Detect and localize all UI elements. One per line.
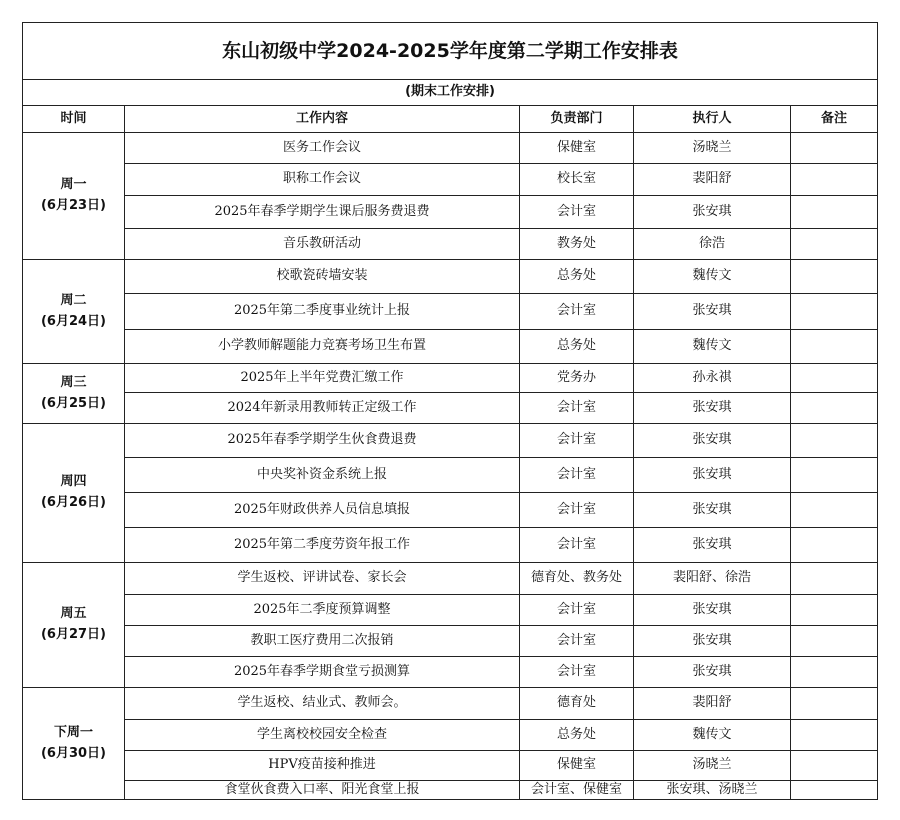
day-date: (6月24日) (40, 313, 107, 329)
note-cell (791, 229, 878, 260)
note-cell (791, 595, 878, 626)
header-dept: 负责部门 (520, 106, 634, 133)
executor-cell: 张安琪 (634, 196, 791, 229)
department-cell: 总务处 (520, 330, 634, 364)
day-cell (23, 364, 125, 424)
department-cell: 保健室 (520, 133, 634, 164)
day-label: 周五 (60, 606, 87, 622)
subtitle-row (23, 80, 878, 106)
note-cell (791, 781, 878, 800)
executor-cell: 魏传文 (634, 260, 791, 294)
task-content-cell: 学生返校、结业式、教师会。 (125, 688, 520, 720)
table-row (23, 260, 878, 294)
task-content-cell: 2025年春季学期食堂亏损测算 (125, 657, 520, 688)
department-cell: 会计室 (520, 528, 634, 563)
note-cell (791, 626, 878, 657)
executor-cell: 张安琪 (634, 493, 791, 528)
task-content-cell: 2025年二季度预算调整 (125, 595, 520, 626)
note-cell (791, 688, 878, 720)
executor-cell: 张安琪 (634, 424, 791, 458)
executor-cell: 张安琪、汤晓兰 (634, 781, 791, 800)
executor-cell: 张安琪 (634, 294, 791, 330)
executor-cell: 张安琪 (634, 528, 791, 563)
table-row (23, 330, 878, 364)
note-cell (791, 164, 878, 196)
day-date: (6月27日) (40, 627, 107, 642)
day-label: 周四 (60, 474, 87, 490)
department-cell: 会计室、保健室 (520, 781, 634, 800)
header-row (23, 106, 878, 133)
note-cell (791, 196, 878, 229)
task-content-cell: 2025年上半年党费汇缴工作 (125, 364, 520, 393)
executor-cell: 魏传文 (634, 330, 791, 364)
department-cell: 会计室 (520, 657, 634, 688)
note-cell (791, 458, 878, 493)
task-content-cell: 小学教师解题能力竞赛考场卫生布置 (125, 330, 520, 364)
note-cell (791, 133, 878, 164)
table-row (23, 493, 878, 528)
table-row (23, 528, 878, 563)
department-cell: 会计室 (520, 458, 634, 493)
executor-cell: 张安琪 (634, 458, 791, 493)
task-content-cell: 2024年新录用教师转正定级工作 (125, 393, 520, 424)
executor-cell: 孙永祺 (634, 364, 791, 393)
department-cell: 会计室 (520, 393, 634, 424)
table-row (23, 164, 878, 196)
day-date: (6月25日) (40, 395, 107, 411)
day-cell (23, 133, 125, 260)
task-content-cell: HPV疫苗接种推进 (125, 751, 520, 781)
executor-cell: 汤晓兰 (634, 751, 791, 781)
day-label: 周二 (60, 292, 87, 308)
table-row (23, 626, 878, 657)
department-cell: 会计室 (520, 595, 634, 626)
table-row (23, 688, 878, 720)
executor-cell: 徐浩 (634, 229, 791, 260)
note-cell (791, 424, 878, 458)
task-content-cell: 2025年第二季度事业统计上报 (125, 294, 520, 330)
note-cell (791, 393, 878, 424)
department-cell: 总务处 (520, 720, 634, 751)
task-content-cell: 2025年春季学期学生伙食费退费 (125, 424, 520, 458)
department-cell: 会计室 (520, 196, 634, 229)
department-cell: 德育处、教务处 (520, 563, 634, 595)
table-title: 东山初级中学2024-2025学年度第二学期工作安排表 (23, 23, 878, 80)
note-cell (791, 493, 878, 528)
executor-cell: 张安琪 (634, 393, 791, 424)
note-cell (791, 364, 878, 393)
day-label: 周一 (60, 177, 87, 193)
department-cell: 会计室 (520, 294, 634, 330)
note-cell (791, 260, 878, 294)
task-content-cell: 2025年第二季度劳资年报工作 (125, 528, 520, 563)
task-content-cell: 食堂伙食费入口率、阳光食堂上报 (125, 781, 520, 800)
table-row (23, 424, 878, 458)
executor-cell: 魏传文 (634, 720, 791, 751)
table-row (23, 720, 878, 751)
table-subtitle: (期末工作安排) (23, 80, 878, 106)
note-cell (791, 563, 878, 595)
task-content-cell: 2025年春季学期学生课后服务费退费 (125, 196, 520, 229)
task-content-cell: 校歌瓷砖墙安装 (125, 260, 520, 294)
executor-cell: 裴阳舒 (634, 164, 791, 196)
note-cell (791, 330, 878, 364)
day-label: 周三 (60, 374, 87, 390)
task-content-cell: 医务工作会议 (125, 133, 520, 164)
department-cell: 教务处 (520, 229, 634, 260)
executor-cell: 张安琪 (634, 595, 791, 626)
table-row (23, 196, 878, 229)
task-content-cell: 音乐教研活动 (125, 229, 520, 260)
day-cell (23, 260, 125, 364)
table-row (23, 751, 878, 781)
table-row (23, 595, 878, 626)
department-cell: 会计室 (520, 626, 634, 657)
note-cell (791, 657, 878, 688)
executor-cell: 裴阳舒、徐浩 (634, 563, 791, 595)
day-date: (6月23日) (40, 198, 107, 213)
table-row (23, 657, 878, 688)
department-cell: 会计室 (520, 493, 634, 528)
task-content-cell: 教职工医疗费用二次报销 (125, 626, 520, 657)
table-row (23, 294, 878, 330)
table-row (23, 563, 878, 595)
task-content-cell: 2025年财政供养人员信息填报 (125, 493, 520, 528)
executor-cell: 裴阳舒 (634, 688, 791, 720)
department-cell: 总务处 (520, 260, 634, 294)
executor-cell: 张安琪 (634, 657, 791, 688)
note-cell (791, 528, 878, 563)
department-cell: 校长室 (520, 164, 634, 196)
day-label: 下周一 (53, 724, 93, 740)
department-cell: 德育处 (520, 688, 634, 720)
note-cell (791, 294, 878, 330)
day-date: (6月30日) (40, 745, 107, 761)
note-cell (791, 720, 878, 751)
day-cell (23, 688, 125, 800)
day-cell (23, 563, 125, 688)
department-cell: 党务办 (520, 364, 634, 393)
table-row (23, 229, 878, 260)
schedule-table (22, 22, 878, 800)
header-content: 工作内容 (125, 106, 520, 133)
header-person: 执行人 (634, 106, 791, 133)
title-row (23, 23, 878, 80)
task-content-cell: 中央奖补资金系统上报 (125, 458, 520, 493)
table-row (23, 458, 878, 493)
table-row (23, 133, 878, 164)
task-content-cell: 职称工作会议 (125, 164, 520, 196)
note-cell (791, 751, 878, 781)
table-row (23, 781, 878, 800)
department-cell: 保健室 (520, 751, 634, 781)
task-content-cell: 学生返校、评讲试卷、家长会 (125, 563, 520, 595)
header-note: 备注 (791, 106, 878, 133)
day-cell (23, 424, 125, 563)
task-content-cell: 学生离校校园安全检查 (125, 720, 520, 751)
executor-cell: 张安琪 (634, 626, 791, 657)
day-date: (6月26日) (40, 495, 107, 510)
table-row (23, 393, 878, 424)
executor-cell: 汤晓兰 (634, 133, 791, 164)
header-time: 时间 (23, 106, 125, 133)
table-row (23, 364, 878, 393)
department-cell: 会计室 (520, 424, 634, 458)
